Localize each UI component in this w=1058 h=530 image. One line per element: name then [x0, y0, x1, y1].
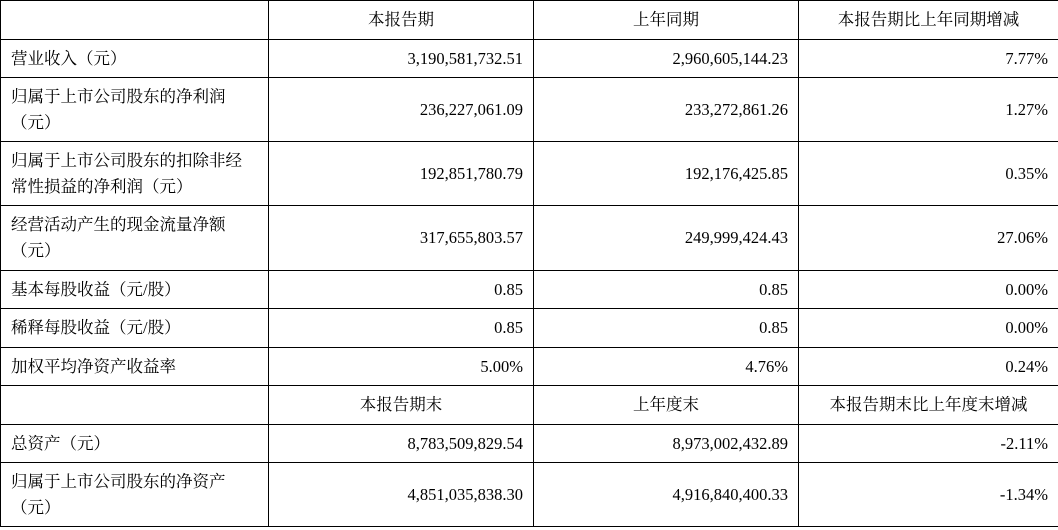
table-row [1, 270, 1058, 309]
row-label-diluted-eps: 稀释每股收益（元/股） [1, 309, 269, 348]
row-value-roe-change: 0.24% [799, 347, 1058, 386]
table-header-row-balance [1, 386, 1058, 425]
row-label-net-profit-deducted: 归属于上市公司股东的扣除非经常性损益的净利润（元） [1, 142, 269, 206]
row-label-net-assets: 归属于上市公司股东的净资产（元） [1, 463, 269, 527]
header-corner-blank [1, 1, 269, 40]
header-balance-change: 本报告期末比上年度末增减 [799, 386, 1058, 425]
row-value-revenue-change: 7.77% [799, 39, 1058, 78]
row-value-diluted-eps-previous: 0.85 [534, 309, 799, 348]
row-value-basic-eps-change: 0.00% [799, 270, 1058, 309]
row-value-revenue-previous: 2,960,605,144.23 [534, 39, 799, 78]
row-value-total-assets-previous: 8,973,002,432.89 [534, 424, 799, 463]
row-label-basic-eps: 基本每股收益（元/股） [1, 270, 269, 309]
row-value-net-profit-deducted-current: 192,851,780.79 [269, 142, 534, 206]
row-label-roe: 加权平均净资产收益率 [1, 347, 269, 386]
row-value-basic-eps-previous: 0.85 [534, 270, 799, 309]
header-current-period: 本报告期 [269, 1, 534, 40]
header-corner-blank-2 [1, 386, 269, 425]
row-value-net-assets-previous: 4,916,840,400.33 [534, 463, 799, 527]
row-value-net-profit-deducted-previous: 192,176,425.85 [534, 142, 799, 206]
row-value-roe-previous: 4.76% [534, 347, 799, 386]
row-label-operating-cashflow: 经营活动产生的现金流量净额（元） [1, 206, 269, 270]
row-value-net-profit-previous: 233,272,861.26 [534, 78, 799, 142]
row-value-net-profit-change: 1.27% [799, 78, 1058, 142]
row-value-operating-cashflow-previous: 249,999,424.43 [534, 206, 799, 270]
row-value-total-assets-change: -2.11% [799, 424, 1058, 463]
row-value-diluted-eps-current: 0.85 [269, 309, 534, 348]
table-header-row-period [1, 1, 1058, 40]
table-row [1, 206, 1058, 270]
row-value-net-profit-current: 236,227,061.09 [269, 78, 534, 142]
row-value-diluted-eps-change: 0.00% [799, 309, 1058, 348]
row-value-net-profit-deducted-change: 0.35% [799, 142, 1058, 206]
header-previous-period: 上年同期 [534, 1, 799, 40]
row-value-operating-cashflow-current: 317,655,803.57 [269, 206, 534, 270]
table-row [1, 463, 1058, 527]
table-row [1, 424, 1058, 463]
row-value-net-assets-current: 4,851,035,838.30 [269, 463, 534, 527]
table-row [1, 39, 1058, 78]
row-value-roe-current: 5.00% [269, 347, 534, 386]
row-label-revenue: 营业收入（元） [1, 39, 269, 78]
row-value-revenue-current: 3,190,581,732.51 [269, 39, 534, 78]
table-row [1, 78, 1058, 142]
row-label-total-assets: 总资产（元） [1, 424, 269, 463]
row-value-basic-eps-current: 0.85 [269, 270, 534, 309]
header-previous-year-end: 上年度末 [534, 386, 799, 425]
row-value-operating-cashflow-change: 27.06% [799, 206, 1058, 270]
table-row [1, 142, 1058, 206]
table-row [1, 347, 1058, 386]
row-label-net-profit: 归属于上市公司股东的净利润（元） [1, 78, 269, 142]
row-value-net-assets-change: -1.34% [799, 463, 1058, 527]
header-period-change: 本报告期比上年同期增减 [799, 1, 1058, 40]
table-row [1, 309, 1058, 348]
row-value-total-assets-current: 8,783,509,829.54 [269, 424, 534, 463]
header-period-end: 本报告期末 [269, 386, 534, 425]
